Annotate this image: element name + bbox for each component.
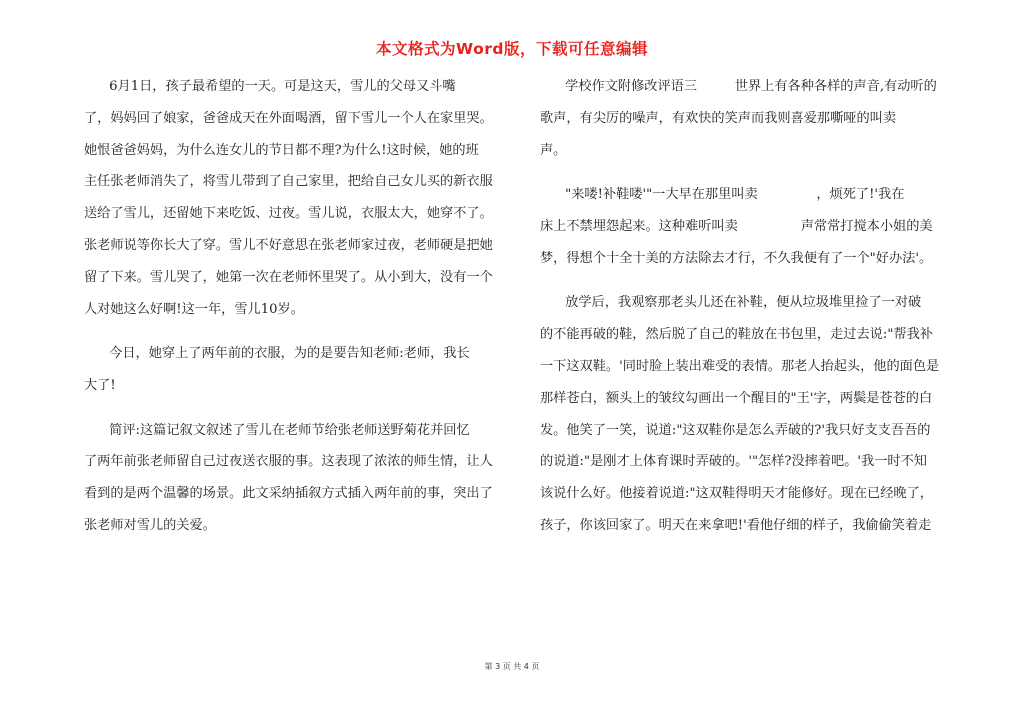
text-line: 该说什么好。他接着说道:"这双鞋得明天才能修好。现在已经晚了， xyxy=(540,486,933,502)
text-line: 张老师对雪儿的关爱。 xyxy=(84,517,216,533)
text-line: 看到的是两个温馨的场景。此文采纳插叙方式插入两年前的事，突出了 xyxy=(84,486,493,502)
download-banner: 本文格式为Word版，下载可任意编辑 xyxy=(376,40,648,58)
text-line: 的不能再破的鞋，然后脱了自己的鞋放在书包里，走过去说:"帮我补 xyxy=(540,327,933,343)
page-number: 第 3 页 共 4 页 xyxy=(484,662,540,671)
text-line: 主任张老师消失了，将雪儿带到了自己家里，把给自己女儿买的新衣服 xyxy=(84,174,493,190)
text-line: 今日，她穿上了两年前的衣服，为的是要告知老师:老师，我长 xyxy=(84,346,470,362)
left-text-column xyxy=(84,71,512,641)
text-line: 留了下来。雪儿哭了，她第一次在老师怀里哭了。从小到大，没有一个 xyxy=(84,269,493,285)
text-line: 简评:这篇记叙文叙述了雪儿在老师节给张老师送野菊花并回忆 xyxy=(84,422,470,438)
text-line: 大了! xyxy=(84,377,116,393)
text-line: 了，妈妈回了娘家，爸爸成天在外面喝酒，留下雪儿一个人在家里哭。 xyxy=(84,110,493,126)
right-text-column xyxy=(540,71,968,641)
text-line: 张老师说等你长大了穿。雪儿不好意思在张老师家过夜，老师硬是把她 xyxy=(84,237,493,253)
text-line: 她恨爸爸妈妈，为什么连女儿的节日都不理?为什么!这时候，她的班 xyxy=(84,142,479,158)
text-line: 那样苍白，额头上的皱纹勾画出一个醒目的"王'字，两鬓是苍苍的白 xyxy=(540,390,933,406)
text-line: 的说道:"是刚才上体育课时弄破的。'"怎样?没摔着吧。'我一时不知 xyxy=(540,454,927,470)
text-line: 声。 xyxy=(540,142,567,158)
text-line: 放学后，我观察那老头儿还在补鞋，便从垃圾堆里捡了一对破 xyxy=(540,295,922,311)
text-line: 学校作文附修改评语三 世界上有各种各样的声音,有动听的 xyxy=(540,79,937,94)
text-line: 6月1日，孩子最希望的一天。可是这天，雪儿的父母又斗嘴 xyxy=(84,79,456,94)
text-line: 了两年前张老师留自己过夜送衣服的事。这表现了浓浓的师生情，让人 xyxy=(84,454,493,470)
text-line: 梦，得想个十全十美的方法除去才行，不久我便有了一个"好办法'。 xyxy=(540,250,933,266)
text-line: 一下这双鞋。'同时脸上装出难受的表情。那老人抬起头，他的面色是 xyxy=(540,358,940,374)
text-line: 歌声，有尖厉的噪声，有欢快的笑声而我则喜爱那嘶哑的叫卖 xyxy=(540,110,897,126)
text-line: 人对她这么好啊!这一年，雪儿10岁。 xyxy=(84,301,304,317)
text-line: 发。他笑了一笑，说道:"这双鞋你是怎么弄破的?'我只好支支吾吾的 xyxy=(540,422,931,438)
text-line: 送给了雪儿，还留她下来吃饭、过夜。雪儿说，衣服太大，她穿不了。 xyxy=(84,206,493,222)
text-line: "来喽!补鞋喽'"一大早在那里叫卖 ，烦死了!'我在 xyxy=(540,187,905,203)
text-line: 孩子，你该回家了。明天在来拿吧!'看他仔细的样子，我偷偷笑着走 xyxy=(540,517,932,533)
text-line: 床上不禁埋怨起来。这种难听叫卖 声常常打搅本小姐的美 xyxy=(540,218,933,234)
